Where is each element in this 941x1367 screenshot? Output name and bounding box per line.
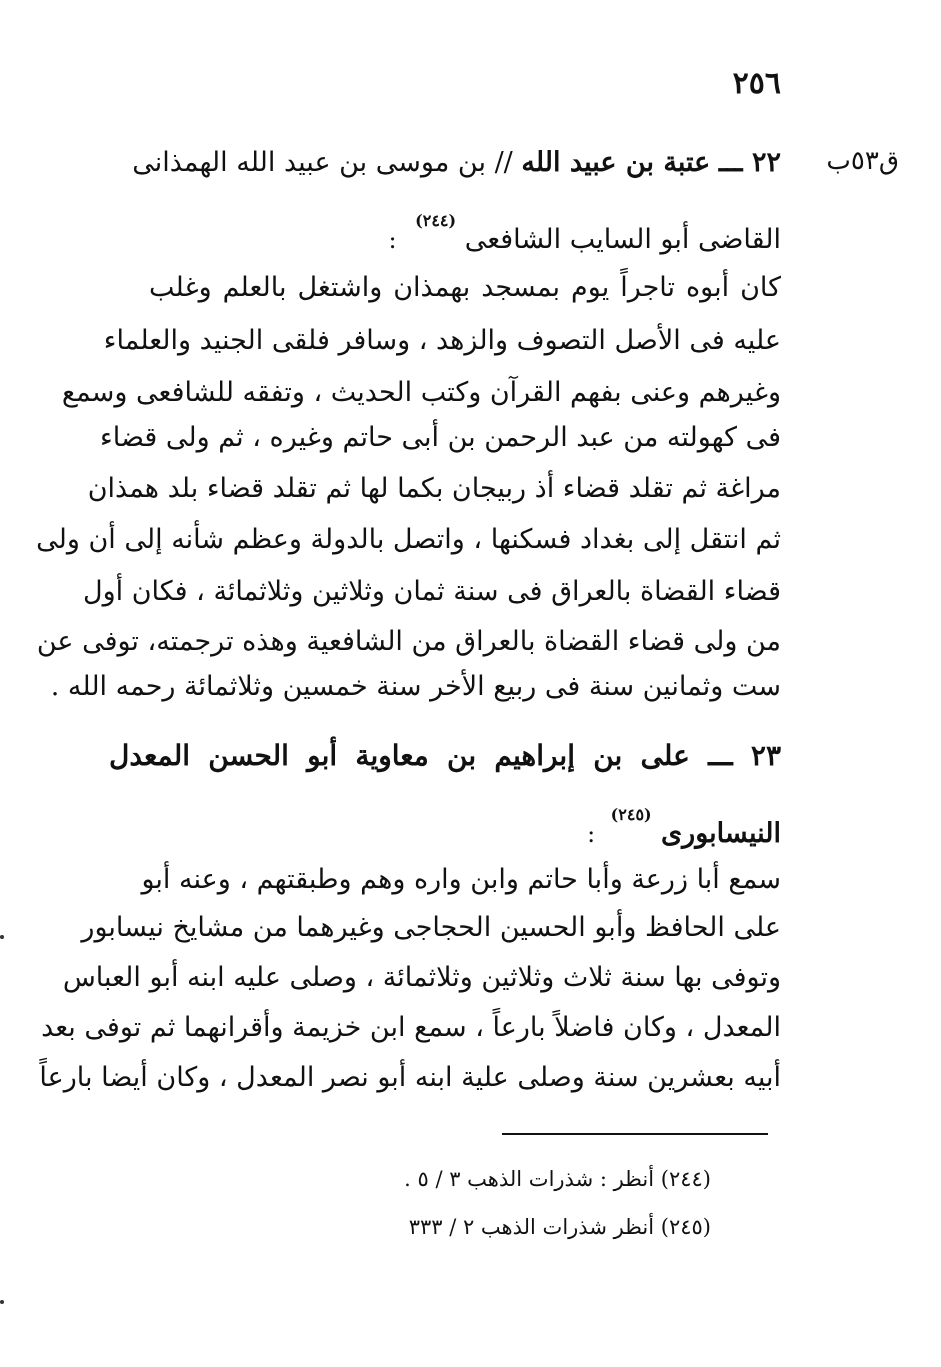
entry-22-body-line: كان أبوه تاجراً يوم بمسجد بهمذان واشتغل بالعلم وغلب (149, 272, 781, 303)
entry-22-body-line: من ولى قضاء القضاة بالعراق من الشافعية وهذه ترجمته، توفى عن (36, 626, 781, 657)
entry-23-body-line: على الحافظ وأبو الحسين الحجاجى وغيرهما من مشايخ نيسابور (81, 912, 781, 943)
page-number: ٢٥٦ (732, 66, 781, 101)
entry-22-name: عتبة بن عبيد الله (521, 147, 711, 178)
entry-22-body-line: عليه فى الأصل التصوف والزهد ، وسافر فلقى الجنيد والعلماء (103, 325, 781, 356)
entry-23-body-line: أبيه بعشرين سنة وصلى علية ابنه أبو نصر المعدل ، وكان أيضا بارعاً (39, 1062, 781, 1093)
entry-22-body-line: وغيرهم وعنى بفهم القرآن وكتب الحديث ، وتفقه للشافعى وسمع (61, 377, 781, 408)
footnote-ref-245: (٢٤٥) (610, 805, 652, 824)
entry-22-heading-line-1 (132, 143, 781, 183)
entry-22-body-line: قضاء القضاة بالعراق فى سنة ثمان وثلاثين وثلاثمائة ، فكان أول (82, 576, 781, 607)
scan-speck (0, 935, 4, 939)
entry-23-nisba: النيسابورى (661, 818, 781, 849)
scan-speck (0, 1300, 4, 1304)
entry-22-body-line: مراغة ثم تقلد قضاء أذ ربيجان بكما لها ثم تقلد قضاء بلد همذان (87, 473, 781, 504)
entry-23-body-line: سمع أبا زرعة وأبا حاتم وابن واره وهم وطبقتهم ، وعنه أبو (141, 864, 781, 895)
entry-23-body-line: المعدل ، وكان فاضلاً بارعاً ، سمع ابن خزيمة وأقرانهما ثم توفى بعد (41, 1012, 781, 1043)
footnote-245: (٢٤٥) أنظر شذرات الذهب ٢ / ٣٣٣ (408, 1215, 711, 1239)
manuscript-folio-note: ق٥٣ب (826, 146, 899, 176)
entry-22-colon: : (388, 226, 397, 254)
footnote-ref-244: (٢٤٤) (415, 211, 457, 230)
entry-22-separator: // (494, 147, 513, 178)
entry-22-number: ٢٢ ـــ (718, 147, 781, 178)
entry-23-heading-line-2 (587, 795, 781, 854)
footnote-244: (٢٤٤) أنظر : شذرات الذهب ٣ / ٥ . (404, 1167, 711, 1191)
entry-23-colon: : (587, 820, 596, 848)
footnote-separator (502, 1133, 768, 1135)
entry-22-lineage: بن موسى بن عبيد الله الهمذانى (132, 147, 486, 178)
entry-22-body-line: ست وثمانين سنة فى ربيع الأخر سنة خمسين وثلاثمائة رحمه الله . (50, 671, 781, 702)
entry-22-heading-line-2 (388, 201, 781, 260)
entry-23-body-line: وتوفى بها سنة ثلاث وثلاثين وثلاثمائة ، وصلى عليه ابنه أبو العباس (62, 962, 781, 993)
entry-22-body-line: فى كهولته من عبد الرحمن بن أبى حاتم وغيره ، ثم ولى قضاء (100, 422, 781, 453)
entry-22-body-line: ثم انتقل إلى بغداد فسكنها ، واتصل بالدولة وعظم شأنه إلى أن ولى (36, 524, 781, 555)
entry-23-heading-line-1: ٢٣ ـــ على بن إبراهيم بن معاوية أبو الحسن المعدل (109, 739, 781, 772)
entry-22-title: القاضى أبو السايب الشافعى (464, 224, 781, 255)
